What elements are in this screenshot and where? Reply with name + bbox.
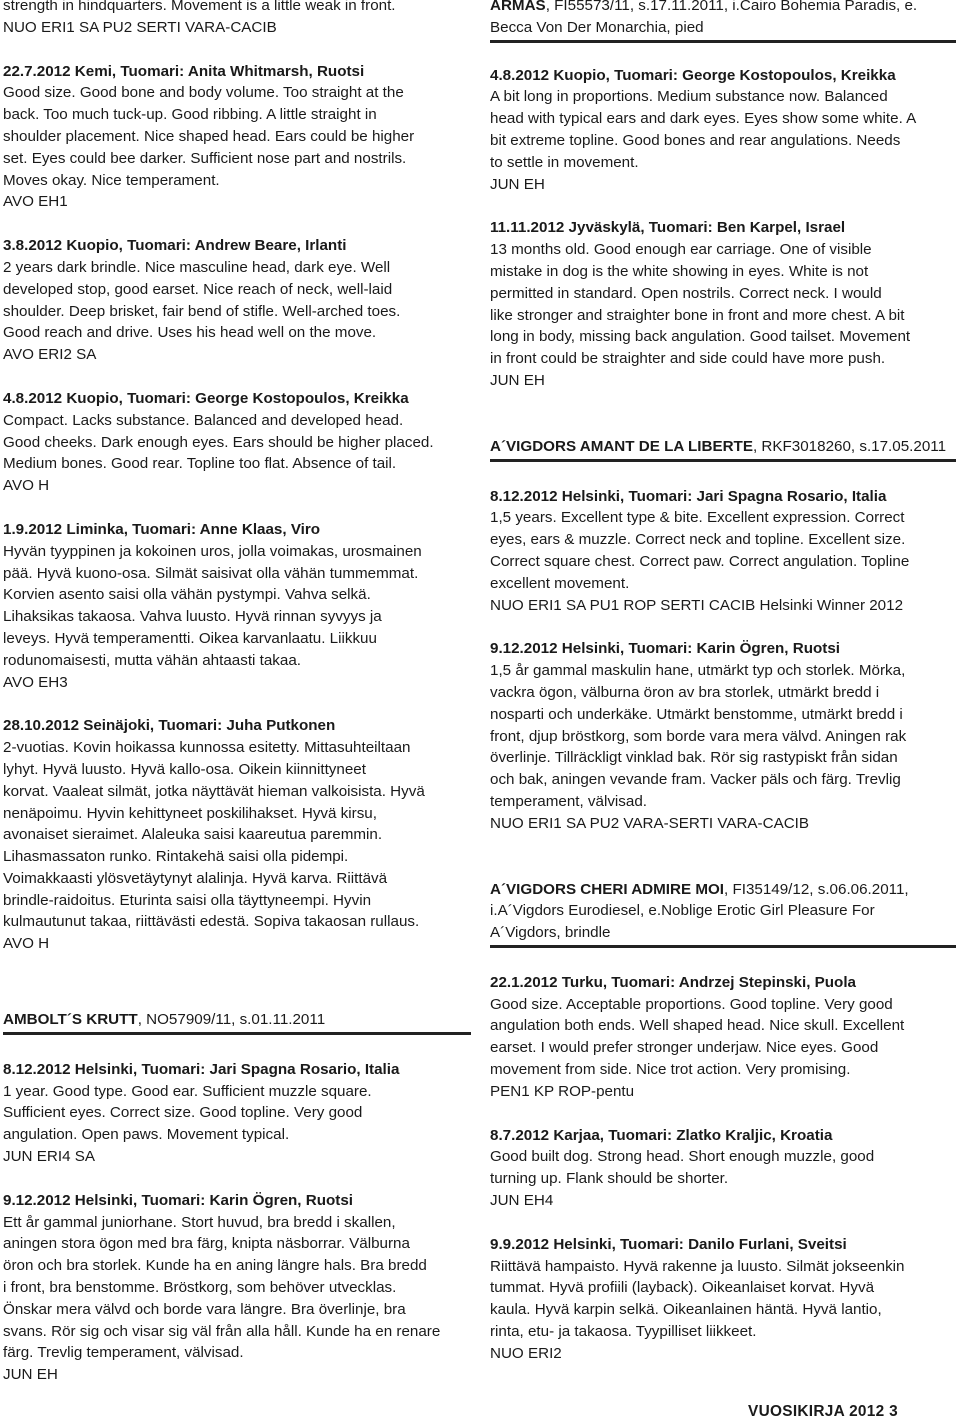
show-result: NUO ERI1 SA PU2 VARA-SERTI VARA-CACIB — [490, 814, 810, 832]
dog-name: A´VIGDORS AMANT DE LA LIBERTE — [490, 437, 753, 455]
critique-text: Hyvän tyyppinen ja kokoinen uros, jolla voimakas, urosmainen pää. Hyvä kuono-osa. Silmät saisivat olla vähän tummemmat. Korvien asento saisi olla vähän pystympi. Vahva selkä. Lihaksikas takaosa. Vahva luusto. Hyvä rinnan syvyys ja leveys. Hyvä temperamentti. Oikea karvanlaatu. Liikkuu rodunomaisesti, mutta vähän ahtaasti takaa. — [3, 542, 422, 669]
critique-text: Good size. Acceptable proportions. Good topline. Very good angulation both ends. Well shaped head. Nice skull. Excellent earset. I would prefer stronger underjaw. Nice eyes. Good movement from side. Nice trot action. Very promising. — [490, 995, 905, 1079]
right-column — [490, 0, 956, 1365]
show-result: AVO H — [3, 477, 50, 495]
dog-header — [490, 879, 956, 948]
show-result: AVO H — [3, 935, 50, 953]
show-title: 11.11.2012 Jyväskylä, Tuomari: Ben Karpel, Israel — [490, 219, 846, 237]
critique-block — [490, 486, 956, 617]
dog-registration: , FI55573/11, s.17.11.2011, i.Cairo Bohemia Paradis, e. — [545, 0, 918, 14]
dog-header — [490, 436, 956, 462]
show-title: 28.10.2012 Seinäjoki, Tuomari: Juha Putkonen — [3, 717, 336, 735]
critique-text: Riittävä hampaisto. Hyvä rakenne ja luusto. Silmät jokseenkin tummat. Hyvä profiili (layback). Oikeanlaiset korvat. Hyvä kaula. Hyvä karpin selkä. Oikeanlainen häntä. Hyvä lantio, rinta, etu- ja takaosa. Tyypilliset liikkeet. — [490, 1257, 905, 1341]
critique-text: Ett år gammal juniorhane. Stort huvud, bra bredd i skallen, aningen stora ögon med bra färg, knipta näsborrar. Välburna öron och bra storlek. Kunde ha en aning längre hals. Bra bredd i front, bra benstomme. Bröstkorg, som behöver utvecklas. Önskar mera välvd och borde vara längre. Bra överlinje, bra svans. Rör sig och visar sig väl från alla håll. Kunde ha en renare färg. Trevlig temperament, välvisad. — [3, 1213, 441, 1362]
critique-block — [3, 235, 471, 366]
critique-block — [490, 65, 956, 196]
page-footer: VUOSIKIRJA 2012 3 — [748, 1403, 898, 1420]
critique-block — [490, 972, 956, 1103]
critique-block — [3, 388, 471, 497]
dog-header-block — [490, 879, 956, 948]
show-title: 22.7.2012 Kemi, Tuomari: Anita Whitmarsh, Ruotsi — [3, 62, 365, 80]
show-title: 22.1.2012 Turku, Tuomari: Andrzej Stepinski, Puola — [490, 973, 857, 991]
show-result: JUN ERI4 SA — [3, 1148, 95, 1166]
show-title: 1.9.2012 Liminka, Tuomari: Anne Klaas, Viro — [3, 520, 321, 538]
dog-name: A´VIGDORS CHERI ADMIRE MOI — [490, 880, 725, 898]
critique-block — [490, 217, 956, 391]
show-title: 8.12.2012 Helsinki, Tuomari: Jari Spagna Rosario, Italia — [490, 487, 887, 505]
critique-block — [3, 1190, 471, 1386]
critique-block — [3, 715, 471, 955]
show-result: JUN EH — [3, 1366, 58, 1384]
critique-block — [3, 519, 471, 693]
critique-text: Good built dog. Strong head. Short enough muzzle, good turning up. Flank should be shorter. — [490, 1148, 875, 1188]
show-result: PEN1 KP ROP-pentu — [490, 1082, 635, 1100]
show-result: NUO ERI2 — [490, 1344, 562, 1362]
critique-text: 2 years dark brindle. Nice masculine head, dark eye. Well developed stop, good earset. Nice reach of neck, well-laid shoulder. Deep brisket, fair bend of stifle. Well-arched toes. Good reach and drive. Uses his head well on the move. — [3, 258, 401, 342]
left-column — [3, 0, 471, 1386]
dog-header — [3, 1009, 471, 1035]
critique-block — [490, 1234, 956, 1365]
critique-block — [3, 1059, 471, 1168]
show-result: JUN EH — [490, 175, 545, 193]
show-result: AVO EH3 — [3, 673, 68, 691]
critique-text: Compact. Lacks substance. Balanced and developed head. Good cheeks. Dark enough eyes. Ears should be higher placed. Medium bones. Good rear. Topline too flat. Absence of tail. — [3, 411, 434, 473]
dog-registration: , FI35149/12, s.06.06.2011, — [724, 880, 909, 898]
critique-block — [490, 638, 956, 834]
dog-parents: Becca Von Der Monarchia, pied — [490, 18, 704, 36]
show-result: AVO EH1 — [3, 193, 68, 211]
critique-block — [490, 1125, 956, 1212]
dog-parents: i.A´Vigdors Eurodiesel, e.Noblige Erotic Girl Pleasure For A´Vigdors, brindle — [490, 902, 875, 942]
dog-header-block — [3, 1009, 471, 1035]
dog-registration: , RKF3018260, s.17.05.2011 — [752, 437, 947, 455]
show-title: 8.7.2012 Karjaa, Tuomari: Zlatko Kraljic, Kroatia — [490, 1126, 833, 1144]
dog-name: AMBOLT´S KRUTT — [3, 1011, 138, 1029]
critique-text: 1 year. Good type. Good ear. Sufficient muzzle square. Sufficient eyes. Correct size. Good topline. Very good angulation. Open paws. Movement typical. — [3, 1082, 372, 1144]
dog-header-block — [490, 436, 956, 462]
dog-header-block — [490, 0, 956, 43]
show-result: AVO ERI2 SA — [3, 346, 97, 364]
show-title: 4.8.2012 Kuopio, Tuomari: George Kostopoulos, Kreikka — [490, 66, 896, 84]
dog-registration: , NO57909/11, s.01.11.2011 — [137, 1011, 326, 1029]
show-title: 8.12.2012 Helsinki, Tuomari: Jari Spagna Rosario, Italia — [3, 1060, 400, 1078]
critique-text: strength in hindquarters. Movement is a little weak in front. NUO ERI1 SA PU2 SERTI VARA-CACIB — [3, 0, 396, 36]
dog-name: ARMAS — [490, 0, 546, 14]
show-result: JUN EH — [490, 371, 545, 389]
critique-text: Good size. Good bone and body volume. Too straight at the back. Too much tuck-up. Good ribbing. A little straight in shoulder placement. Nice shaped head. Ears could be higher set. Eyes could bee darker. Sufficient nose part and nostrils. Moves okay. Nice temperament. — [3, 84, 415, 189]
show-title: 4.8.2012 Kuopio, Tuomari: George Kostopoulos, Kreikka — [3, 389, 409, 407]
show-result: JUN EH4 — [490, 1192, 554, 1210]
critique-text: 1,5 år gammal maskulin hane, utmärkt typ och storlek. Mörka, vackra ögon, välburna öron av bra storlek, utmärkt bredd i nosparti och underkäke. Utmärkt benstomme, utmärkt bredd i front, djup bröstkorg, som borde vara mera välvd. Aningen rak överlinje. Tillräckligt vinklad bak. Rör sig rastypiskt från sidan och bak, aningen vevande fram. Vacker päls och färg. Trevlig temperament, välvisad. — [490, 662, 907, 810]
show-title: 9.12.2012 Helsinki, Tuomari: Karin Ögren, Ruotsi — [3, 1191, 353, 1209]
critique-text: 13 months old. Good enough ear carriage. One of visible mistake in dog is the white showing in eyes. White is not permitted in standard. Open nostrils. Correct neck. I would like stronger and straighter bone in front and more chest. A bit long in body, missing back angulation. Good tailset. Movement in front could be straighter and side could have more push. — [490, 241, 911, 368]
show-title: 9.12.2012 Helsinki, Tuomari: Karin Ögren, Ruotsi — [490, 640, 840, 658]
text-block — [3, 0, 471, 39]
show-result: NUO ERI1 SA PU1 ROP SERTI CACIB Helsinki Winner 2012 — [490, 596, 904, 614]
critique-text: A bit long in proportions. Medium substance now. Balanced head with typical ears and dark eyes. Eyes show some white. A bit extreme topline. Good bones and rear angulations. Needs to settle in movement. — [490, 88, 917, 171]
critique-text: 2-vuotias. Kovin hoikassa kunnossa esitetty. Mittasuhteiltaan lyhyt. Hyvä luusto. Hyvä kallo-osa. Oikein kiinnittyneet korvat. Vaaleat silmät, jotka näyttävät hieman valkoisista. Hyvä nenäpoimu. Hyvin kehittyneet poskilihakset. Hyvä kirsu, avonaiset sieraimet. Alaleuka saisi kaareutua paremmin. Lihasmassaton runko. Rintakehä saisi olla pidempi. Voimakkaasti ylösvetäytynyt alalinja. Hyvä karva. Riittävä brindle-raidoitus. Eturinta saisi olla täyttyneempi. Hyvin kulmautunut takaa, riittävästi edestä. Sopiva takaosan rullaus. — [3, 739, 425, 931]
show-title: 3.8.2012 Kuopio, Tuomari: Andrew Beare, Irlanti — [3, 237, 347, 255]
critique-block — [3, 61, 471, 214]
critique-text: 1,5 years. Excellent type & bite. Excellent expression. Correct eyes, ears & muzzle. Correct neck and topline. Excellent size. Correct square chest. Correct paw. Correct angulation. Topline excellent movement. — [490, 509, 910, 592]
dog-header — [490, 0, 956, 43]
show-title: 9.9.2012 Helsinki, Tuomari: Danilo Furlani, Sveitsi — [490, 1235, 847, 1253]
